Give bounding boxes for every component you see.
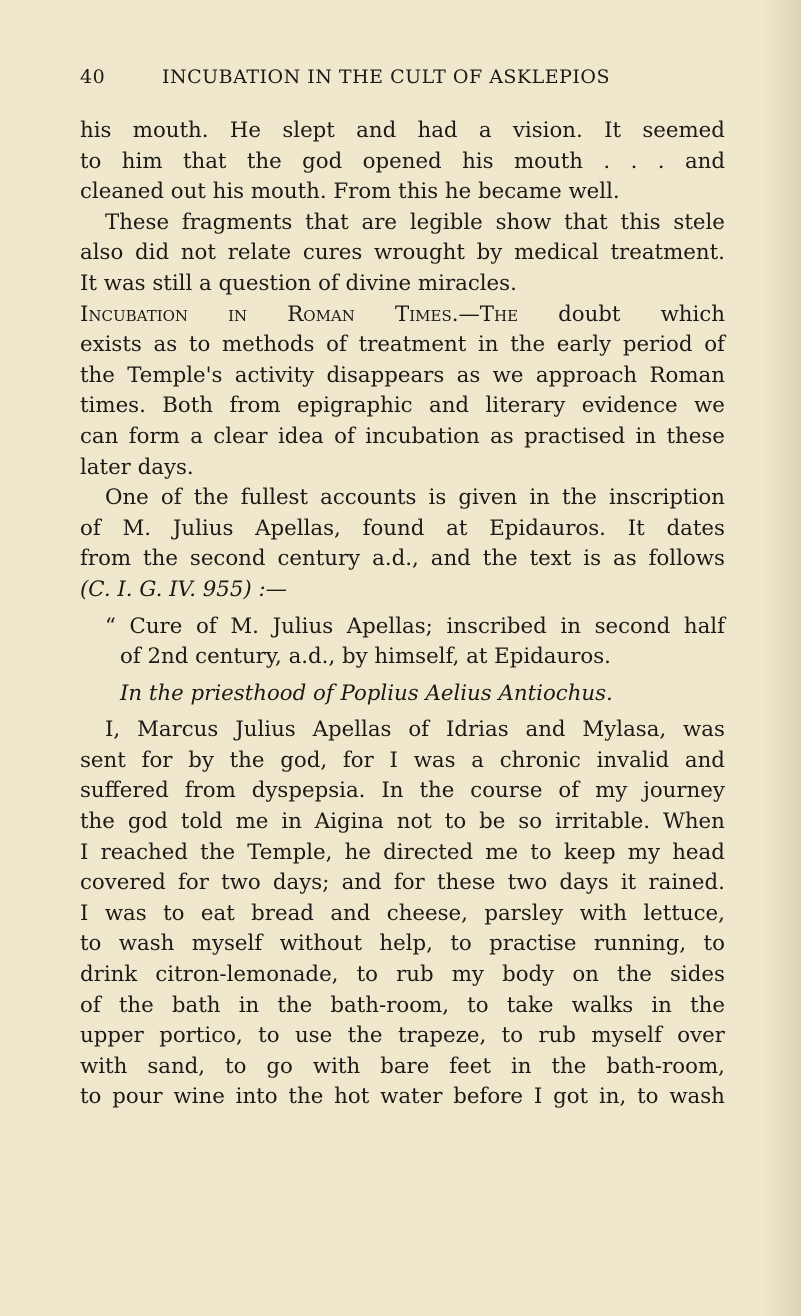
text-line: to wash myself without help, to practise running, to [80,931,725,957]
text-line: the god told me in Aigina not to be so irritable. When [80,809,725,835]
text-line: It was still a question of divine miracles. [80,270,517,296]
text-line: I was to eat bread and cheese, parsley with lettuce, [80,900,725,926]
text-line: later days. [80,454,194,480]
text-line: (C. I. G. IV. 955) :— [80,576,287,602]
text-line: also did not relate cures wrought by medical treatment. [80,240,725,266]
text-line: times. Both from epigraphic and literary evidence we [80,393,725,419]
text-line: exists as to methods of treatment in the early period of [80,332,725,358]
text-line: sent for by the god, for I was a chronic invalid and [80,747,725,773]
text-line: One of the fullest accounts is given in the inscription [105,485,725,511]
text-line: covered for two days; and for these two days it rained. [80,870,725,896]
text-line: to pour wine into the hot water before I got in, to wash [80,1084,725,1110]
page-edge-shadow [763,0,801,1316]
text-line: upper portico, to use the trapeze, to rub myself over [80,1023,725,1049]
text-line: his mouth. He slept and had a vision. It seemed [80,118,725,143]
text-line: of the bath in the bath-room, to take walks in the [80,992,725,1018]
body-text [80,116,725,1113]
text-line: of M. Julius Apellas, found at Epidauros. It dates [80,515,725,541]
text-line: drink citron-lemonade, to rub my body on the sides [80,962,725,988]
text-line: These fragments that are legible show that this stele [105,209,725,235]
text-line: In the priesthood of Poplius Aelius Antiochus. [120,680,613,706]
text-line: cleaned out his mouth. From this he became well. [80,179,620,205]
text-line: suffered from dyspepsia. In the course of my journey [80,778,725,804]
text-line: of 2nd century, a.d., by himself, at Epidauros. [120,644,611,670]
text-line: the Temple's activity disappears as we approach Roman [80,362,725,388]
text-line: I, Marcus Julius Apellas of Idrias and Mylasa, was [105,717,725,743]
text-line: I reached the Temple, he directed me to keep my head [80,839,725,865]
text-line: with sand, to go with bare feet in the bath-room, [80,1053,725,1079]
text-line: from the second century a.d., and the text is as follows [80,546,725,572]
running-header [80,66,720,94]
text-line: “ Cure of M. Julius Apellas; inscribed in second half [105,613,725,639]
page-number: 40 [80,66,106,88]
text-line: to him that the god opened his mouth . . . and [80,148,725,174]
text-line: can form a clear idea of incubation as practised in these [80,423,725,449]
text-line: Incubation in Roman Times.—The doubt which [80,301,725,327]
running-title: INCUBATION IN THE CULT OF ASKLEPIOS [162,66,610,88]
